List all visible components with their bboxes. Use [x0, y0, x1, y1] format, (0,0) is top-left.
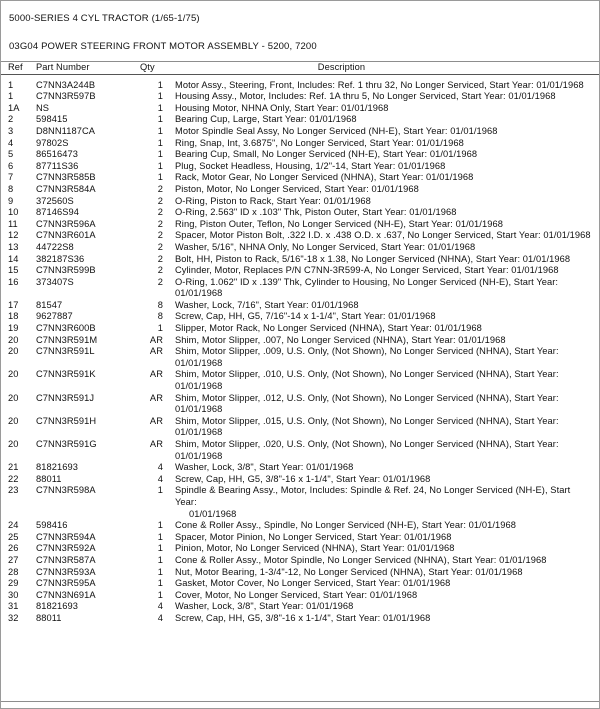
cell-qty: AR	[149, 346, 163, 357]
table-row	[1, 184, 599, 196]
description-text: Shim, Motor Slipper, .015, U.S. Only, (Not Shown), No Longer Serviced (NHNA), Start Year: 01/01/1968	[175, 415, 559, 438]
table-row	[1, 335, 599, 347]
table-row	[1, 242, 599, 254]
cell-qty: 2	[157, 276, 163, 287]
description-text: Cylinder, Motor, Replaces P/N C7NN-3R599-A, No Longer Serviced, Start Year: 01/01/1968	[175, 265, 559, 276]
cell-part-number: 372560S	[36, 195, 74, 206]
cell-ref: 4	[8, 137, 14, 148]
table-row	[1, 416, 599, 439]
description-text: Shim, Motor Slipper, .020, U.S. Only, (Not Shown), No Longer Serviced (NHNA), Start Year: 01/01/1968	[175, 439, 559, 461]
cell-part-number: C7NN3R592A	[36, 543, 96, 554]
cell-qty: 1	[157, 125, 163, 136]
description-text: Motor Spindle Seal Assy, No Longer Serviced (NH-E), Start Year: 01/01/1968	[175, 125, 498, 136]
cell-part-number: 598416	[36, 520, 68, 531]
description-text: Screw, Cap, HH, G5, 3/8"-16 x 1-1/4", Start Year: 01/01/1968	[175, 473, 431, 484]
cell-ref: 21	[8, 462, 19, 473]
cell-part-number: C7NN3R591J	[36, 392, 95, 403]
table-row	[1, 126, 599, 138]
cell-part-number: C7NN3R591G	[36, 439, 97, 449]
cell-qty: 8	[157, 311, 163, 322]
cell-qty: AR	[149, 369, 163, 380]
cell-description	[170, 474, 599, 486]
table-row	[1, 520, 599, 532]
cell-qty: AR	[149, 392, 163, 403]
cell-qty: 2	[157, 265, 163, 276]
table-row	[1, 161, 599, 173]
cell-ref: 9	[8, 195, 14, 206]
cell-description	[170, 277, 599, 300]
description-text: Spindle & Bearing Assy., Motor, Includes: Spindle & Ref. 24, No Longer Serviced (NH-E), Start Year:	[175, 485, 571, 507]
cell-qty: 1	[157, 543, 163, 554]
description-text: Washer, Lock, 3/8", Start Year: 01/01/1968	[175, 601, 354, 612]
table-row	[1, 369, 599, 392]
cell-description	[170, 114, 599, 126]
table-row	[1, 230, 599, 242]
cell-part-number: C7NN3R596A	[36, 218, 96, 229]
cell-qty: 1	[157, 578, 163, 589]
table-header-row	[1, 62, 599, 74]
cell-description	[170, 335, 599, 347]
description-text: Gasket, Motor Cover, No Longer Serviced, Start Year: 01/01/1968	[175, 578, 451, 589]
table-row	[1, 555, 599, 567]
cell-part-number: 88011	[36, 612, 62, 623]
cell-part-number: 44722S8	[36, 241, 74, 252]
description-text: O-Ring, 2.563" ID x .103" Thk, Piston Outer, Start Year: 01/01/1968	[175, 207, 457, 218]
description-text: Shim, Motor Slipper, .012, U.S. Only, (Not Shown), No Longer Serviced (NHNA), Start Year: 01/01/1968	[175, 392, 559, 415]
table-row	[1, 543, 599, 555]
cell-description	[170, 207, 599, 219]
cell-ref: 20	[8, 439, 19, 449]
cell-ref: 31	[8, 601, 19, 612]
cell-description	[170, 369, 599, 392]
description-text: Spacer, Motor Piston Bolt, .322 I.D. x .438 O.D. x .637, No Longer Serviced, Start Year: 01/01/1968	[175, 230, 591, 241]
cell-part-number: C7NN3R593A	[36, 566, 96, 577]
cell-part-number: 81547	[36, 299, 63, 310]
cell-qty: 2	[157, 195, 163, 206]
cell-ref: 8	[8, 183, 14, 194]
table-row	[1, 74, 599, 91]
cell-description	[170, 462, 599, 474]
cell-part-number: C7NN3R600B	[36, 323, 96, 334]
cell-qty: 1	[157, 566, 163, 577]
column-header-description: Description	[170, 62, 599, 74]
description-text: Cone & Roller Assy., Motor Spindle, No Longer Serviced (NHNA), Start Year: 01/01/1968	[175, 554, 547, 565]
cell-ref: 24	[8, 520, 19, 531]
description-text: O-Ring, Piston to Rack, Start Year: 01/01/1968	[175, 195, 371, 206]
cell-qty: 1	[157, 91, 163, 102]
cell-ref: 1	[8, 79, 14, 90]
cell-part-number: 598415	[36, 114, 68, 125]
cell-description	[170, 230, 599, 242]
cell-ref: 25	[8, 531, 19, 542]
table-row	[1, 311, 599, 323]
cell-part-number: 97802S	[36, 137, 69, 148]
cell-part-number: 81821693	[36, 462, 79, 473]
cell-qty: 1	[157, 531, 163, 542]
cell-part-number: C7NN3R591L	[36, 346, 95, 357]
description-text: Bearing Cup, Large, Start Year: 01/01/1968	[175, 114, 357, 125]
cell-description	[170, 346, 599, 369]
cell-qty: 8	[157, 299, 163, 310]
parts-table-header	[1, 62, 599, 74]
description-text: Plug, Socket Headless, Housing, 1/2"-14, Start Year: 01/01/1968	[175, 160, 446, 171]
description-text: Bolt, HH, Piston to Rack, 5/16"-18 x 1.38, No Longer Serviced (NHNA), Start Year: 01/01/1968	[175, 253, 571, 264]
table-row	[1, 613, 599, 625]
cell-description	[170, 172, 599, 184]
cell-description	[170, 138, 599, 150]
cell-description	[170, 300, 599, 312]
description-text: Shim, Motor Slipper, .010, U.S. Only, (Not Shown), No Longer Serviced (NHNA), Start Year: 01/01/1968	[175, 369, 559, 392]
cell-description	[170, 265, 599, 277]
cell-ref: 28	[8, 566, 19, 577]
description-text: Rack, Motor Gear, No Longer Serviced (NHNA), Start Year: 01/01/1968	[175, 172, 474, 183]
cell-description	[170, 520, 599, 532]
cell-qty: AR	[149, 439, 163, 449]
cell-ref: 2	[8, 114, 14, 125]
cell-ref: 14	[8, 253, 19, 264]
cell-qty: 4	[157, 473, 163, 484]
table-row	[1, 485, 599, 520]
cell-qty: 1	[157, 323, 163, 334]
description-text: Slipper, Motor Rack, No Longer Serviced (NHNA), Start Year: 01/01/1968	[175, 323, 482, 334]
cell-description	[170, 567, 599, 579]
table-row	[1, 219, 599, 231]
column-header-part-number: Part Number	[36, 62, 138, 74]
description-text: Housing Motor, NHNA Only, Start Year: 01/01/1968	[175, 102, 389, 113]
cell-ref: 29	[8, 578, 19, 589]
cell-qty: 1	[157, 520, 163, 531]
description-text: Washer, Lock, 7/16", Start Year: 01/01/1968	[175, 299, 359, 310]
table-row	[1, 532, 599, 544]
cell-ref: 12	[8, 230, 19, 241]
column-header-qty: Qty	[138, 62, 170, 74]
cell-part-number: 81821693	[36, 601, 79, 612]
cell-description	[170, 393, 599, 416]
table-row	[1, 196, 599, 208]
cell-ref: 27	[8, 554, 19, 565]
table-row	[1, 439, 599, 462]
cell-description	[170, 74, 599, 91]
cell-description	[170, 485, 599, 520]
cell-part-number: 88011	[36, 473, 62, 484]
cell-part-number: C7NN3R591K	[36, 369, 96, 380]
cell-ref: 5	[8, 149, 14, 160]
cell-qty: AR	[149, 334, 163, 345]
table-row	[1, 149, 599, 161]
cell-qty: 4	[157, 601, 163, 612]
cell-part-number: 373407S	[36, 276, 74, 287]
description-text: Ring, Snap, Int, 3.6875", No Longer Serviced, Start Year: 01/01/1968	[175, 137, 464, 148]
cell-description	[170, 590, 599, 602]
cell-ref: 20	[8, 415, 19, 426]
cell-qty: 1	[157, 114, 163, 125]
table-row	[1, 567, 599, 579]
parts-table	[1, 62, 599, 625]
cell-description	[170, 555, 599, 567]
cell-part-number: 87711S36	[36, 160, 79, 171]
parts-table-body	[1, 74, 599, 624]
description-text: Motor Assy., Steering, Front, Includes: Ref. 1 thru 32, No Longer Serviced, Start Year: 01/01/1968	[175, 79, 584, 90]
description-text: Pinion, Motor, No Longer Serviced (NHNA), Start Year: 01/01/1968	[175, 543, 455, 554]
assembly-subtitle: 03G04 POWER STEERING FRONT MOTOR ASSEMBLY - 5200, 7200	[9, 41, 317, 52]
table-row	[1, 578, 599, 590]
document-header	[1, 1, 599, 52]
cell-part-number: C7NN3R594A	[36, 531, 96, 542]
description-text: Screw, Cap, HH, G5, 7/16"-14 x 1-1/4", Start Year: 01/01/1968	[175, 311, 436, 322]
description-text: Ring, Piston Outer, Teflon, No Longer Serviced (NH-E), Start Year: 01/01/1968	[175, 218, 503, 229]
page-divider-bottom	[1, 701, 599, 702]
cell-qty: 4	[157, 462, 163, 473]
cell-part-number: C7NN3R601A	[36, 230, 96, 241]
cell-description	[170, 126, 599, 138]
cell-part-number: 382187S36	[36, 253, 85, 264]
cell-description	[170, 91, 599, 103]
cell-ref: 20	[8, 369, 19, 380]
cell-part-number: D8NN1187CA	[36, 125, 96, 136]
table-row	[1, 601, 599, 613]
description-text: Shim, Motor Slipper, .007, No Longer Serviced (NHNA), Start Year: 01/01/1968	[175, 334, 506, 345]
description-text: O-Ring, 1.062" ID x .139" Thk, Cylinder to Housing, No Longer Serviced (NH-E), Start Year: 01/01/1968	[175, 276, 559, 299]
cell-description	[170, 323, 599, 335]
description-text: Screw, Cap, HH, G5, 3/8"-16 x 1-1/4", Start Year: 01/01/1968	[175, 612, 431, 623]
cell-qty: 2	[157, 253, 163, 264]
cell-qty: 2	[157, 183, 163, 194]
cell-description	[170, 578, 599, 590]
table-row	[1, 590, 599, 602]
cell-part-number: C7NN3R595A	[36, 578, 96, 589]
description-text-continued: 01/01/1968	[189, 508, 237, 519]
cell-qty: 1	[157, 172, 163, 183]
cell-ref: 32	[8, 612, 19, 623]
description-text: Spacer, Motor Pinion, No Longer Serviced, Start Year: 01/01/1968	[175, 531, 452, 542]
table-row	[1, 91, 599, 103]
cell-ref: 20	[8, 346, 19, 357]
cell-ref: 1	[8, 91, 14, 102]
cell-part-number: C7NN3R591M	[36, 334, 98, 345]
cell-ref: 20	[8, 392, 19, 403]
table-row	[1, 138, 599, 150]
cell-description	[170, 184, 599, 196]
cell-description	[170, 219, 599, 231]
cell-ref: 10	[8, 207, 19, 218]
table-row	[1, 393, 599, 416]
cell-description	[170, 601, 599, 613]
table-row	[1, 172, 599, 184]
cell-ref: 17	[8, 299, 19, 310]
description-text: Nut, Motor Bearing, 1-3/4"-12, No Longer Serviced (NHNA), Start Year: 01/01/1968	[175, 566, 523, 577]
description-text: Cone & Roller Assy., Spindle, No Longer Serviced (NH-E), Start Year: 01/01/1968	[175, 520, 517, 531]
cell-ref: 22	[8, 473, 19, 484]
cell-qty: AR	[149, 415, 163, 426]
cell-part-number: 9627887	[36, 311, 73, 322]
cell-description	[170, 161, 599, 173]
table-row	[1, 277, 599, 300]
cell-part-number: C7NN3R584A	[36, 183, 96, 194]
cell-ref: 18	[8, 311, 19, 322]
table-row	[1, 323, 599, 335]
cell-ref: 23	[8, 485, 19, 496]
cell-part-number: C7NN3A244B	[36, 79, 96, 90]
cell-ref: 30	[8, 589, 19, 600]
table-row	[1, 265, 599, 277]
cell-ref: 16	[8, 276, 19, 287]
cell-qty: 2	[157, 207, 163, 218]
cell-description	[170, 439, 599, 462]
cell-ref: 1A	[8, 102, 20, 113]
page-title: 5000-SERIES 4 CYL TRACTOR (1/65-1/75)	[9, 13, 200, 24]
table-row	[1, 346, 599, 369]
description-text: Washer, 5/16", NHNA Only, No Longer Serviced, Start Year: 01/01/1968	[175, 241, 476, 252]
cell-description	[170, 196, 599, 208]
cell-part-number: C7NN3R599B	[36, 265, 96, 276]
cell-qty: 2	[157, 218, 163, 229]
cell-qty: 2	[157, 230, 163, 241]
cell-ref: 26	[8, 543, 19, 554]
cell-description	[170, 149, 599, 161]
table-row	[1, 207, 599, 219]
cell-part-number: C7NN3N691A	[36, 589, 96, 600]
cell-description	[170, 416, 599, 439]
cell-description	[170, 613, 599, 625]
cell-description	[170, 543, 599, 555]
cell-ref: 11	[8, 218, 18, 229]
table-row	[1, 254, 599, 266]
cell-ref: 6	[8, 160, 14, 171]
description-text: Washer, Lock, 3/8", Start Year: 01/01/1968	[175, 462, 354, 473]
cell-qty: 2	[157, 241, 163, 252]
table-row	[1, 300, 599, 312]
table-row	[1, 103, 599, 115]
cell-qty: 1	[157, 79, 163, 90]
cell-description	[170, 242, 599, 254]
cell-qty: 4	[157, 612, 163, 623]
cell-ref: 20	[8, 334, 19, 345]
cell-description	[170, 532, 599, 544]
description-text: Piston, Motor, No Longer Serviced, Start Year: 01/01/1968	[175, 183, 419, 194]
table-row	[1, 114, 599, 126]
column-header-ref: Ref	[1, 62, 36, 74]
cell-part-number: C7NN3R598A	[36, 485, 96, 496]
cell-ref: 15	[8, 265, 19, 276]
cell-ref: 13	[8, 241, 19, 252]
description-text: Shim, Motor Slipper, .009, U.S. Only, (Not Shown), No Longer Serviced (NHNA), Start Year: 01/01/1968	[175, 346, 559, 368]
cell-ref: 19	[8, 323, 19, 334]
cell-qty: 1	[157, 589, 163, 600]
description-text: Bearing Cup, Small, No Longer Serviced (NH-E), Start Year: 01/01/1968	[175, 149, 478, 160]
cell-part-number: C7NN3R585B	[36, 172, 96, 183]
cell-description	[170, 311, 599, 323]
cell-part-number: C7NN3R587A	[36, 554, 96, 565]
cell-qty: 1	[157, 137, 163, 148]
table-row	[1, 462, 599, 474]
cell-qty: 1	[157, 102, 163, 113]
cell-part-number: C7NN3R591H	[36, 415, 97, 426]
cell-part-number: 87146S94	[36, 207, 80, 218]
cell-ref: 3	[8, 125, 14, 136]
cell-qty: 1	[157, 149, 163, 160]
cell-qty: 1	[157, 160, 163, 171]
cell-qty: 1	[157, 554, 163, 565]
cell-ref: 7	[8, 172, 14, 183]
cell-part-number: NS	[36, 102, 50, 113]
cell-part-number: C7NN3R597B	[36, 91, 96, 102]
description-text: Housing Assy., Motor, Includes: Ref. 1A thru 5, No Longer Serviced, Start Year: 01/01/1968	[175, 91, 556, 102]
cell-qty: 1	[157, 485, 163, 496]
description-text: Cover, Motor, No Longer Serviced, Start Year: 01/01/1968	[175, 589, 418, 600]
cell-part-number: 86516473	[36, 149, 79, 160]
table-row	[1, 474, 599, 486]
cell-description	[170, 103, 599, 115]
cell-description	[170, 254, 599, 266]
